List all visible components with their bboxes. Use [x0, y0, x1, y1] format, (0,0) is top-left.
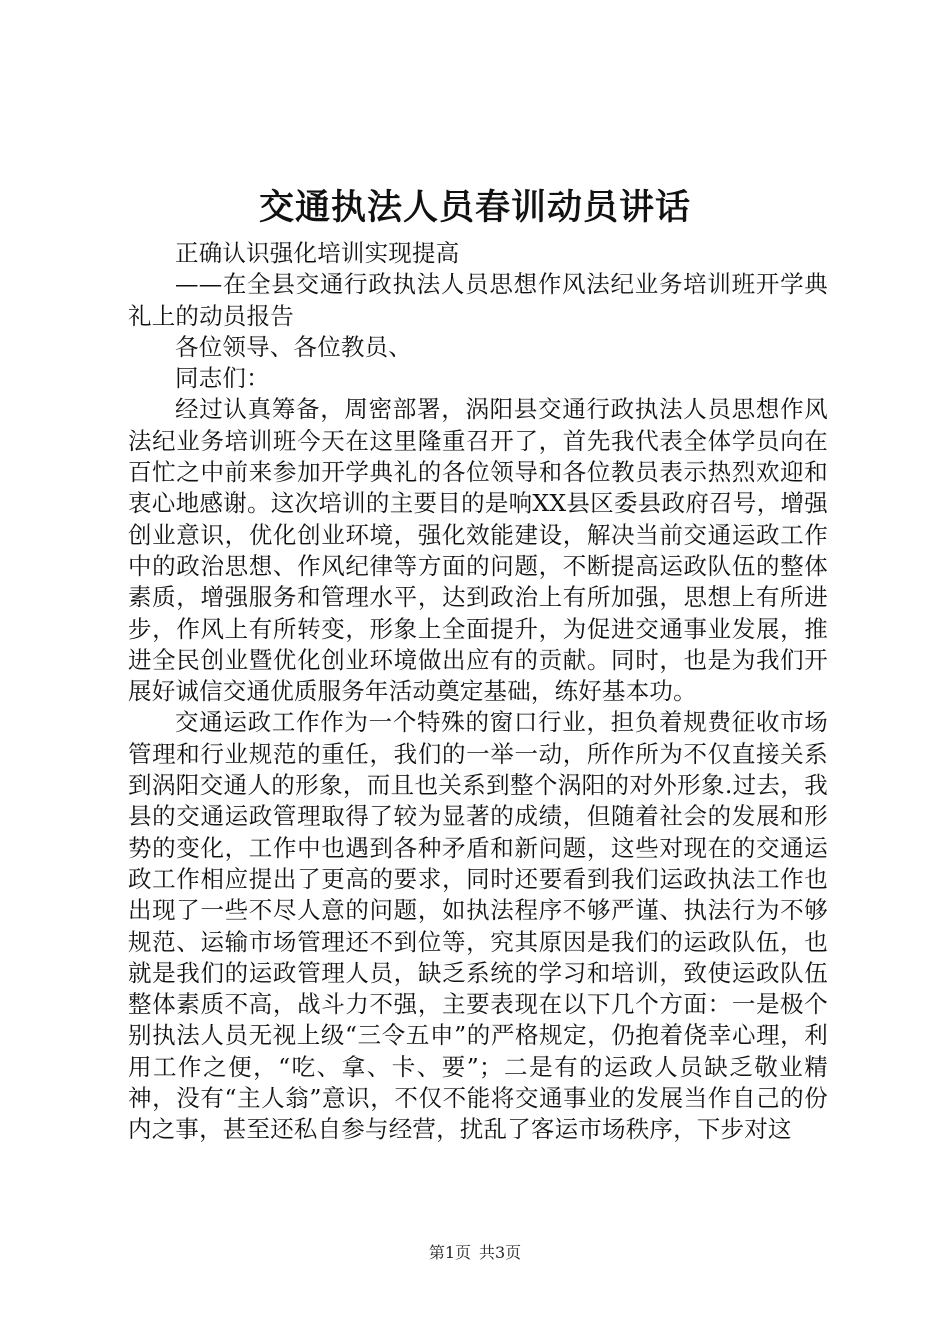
salutation-comrades: 同志们： — [175, 364, 270, 393]
page-footer — [0, 1242, 950, 1264]
subtitle: 正确认识强化培训实现提高 — [175, 239, 460, 267]
subtitle-detail: ——在全县交通行政执法人员思想作风法纪业务培训班开学典礼上的动员报告 — [128, 270, 828, 330]
document-title: 交通执法人员春训动员讲话 — [258, 187, 691, 228]
document-body — [128, 238, 828, 1146]
salutation-leaders: 各位领导、各位教员、 — [175, 332, 412, 361]
body-paragraph: 交通运政工作作为一个特殊的窗口行业，担负着规费征收市场管理和行业规范的重任，我们的一举一动，所作所为不仅直接关系到涡阳交通人的形象，而且也关系到整个涡阳的对外形象.过去，我县的交通运政管理取得了较为显著的成绩，但随着社会的发展和形势的变化，工作中也遇到各种矛盾和新问题，这些对现在的交通运政工作相应提出了更高的要求，同时还要看到我们运政执法工作也出现了一些不尽人意的问题，如执法程序不够严谨、执法行为不够规范、运输市场管理还不到位等，究其原因是我们的运政队伍，也就是我们的运政管理人员，缺乏系统的学习和培训，致使运政队伍整体素质不高，战斗力不强，主要表现在以下几个方面：一是极个别执法人员无视上级“三令五申”的严格规定，仍抱着侥幸心理，利用工作之便，“吃、拿、卡、要”；二是有的运政人员缺乏敬业精神，没有“主人翁”意识，不仅不能将交通事业的发展当作自己的份内之事，甚至还私自参与经营，扰乱了客运市场秩序，下步对这 — [128, 708, 828, 1144]
body-paragraph: 经过认真筹备，周密部署，涡阳县交通行政执法人员思想作风法纪业务培训班今天在这里隆重召开了，首先我代表全体学员向在百忙之中前来参加开学典礼的各位领导和各位教员表示热烈欢迎和衷心地感谢。这次培训的主要目的是响XX县区委县政府召号，增强创业意识，优化创业环境，强化效能建设，解决当前交通运政工作中的政治思想、作风纪律等方面的问题，不断提高运政队伍的整体素质，增强服务和管理水平，达到政治上有所加强，思想上有所进步，作风上有所转变，形象上全面提升，为促进交通事业发展，推进全民创业暨优化创业环境做出应有的贡献。同时，也是为我们开展好诚信交通优质服务年活动奠定基础，练好基本功。 — [128, 395, 828, 706]
page-number: 第1页 — [428, 1243, 471, 1262]
page-total: 共3页 — [479, 1243, 522, 1262]
